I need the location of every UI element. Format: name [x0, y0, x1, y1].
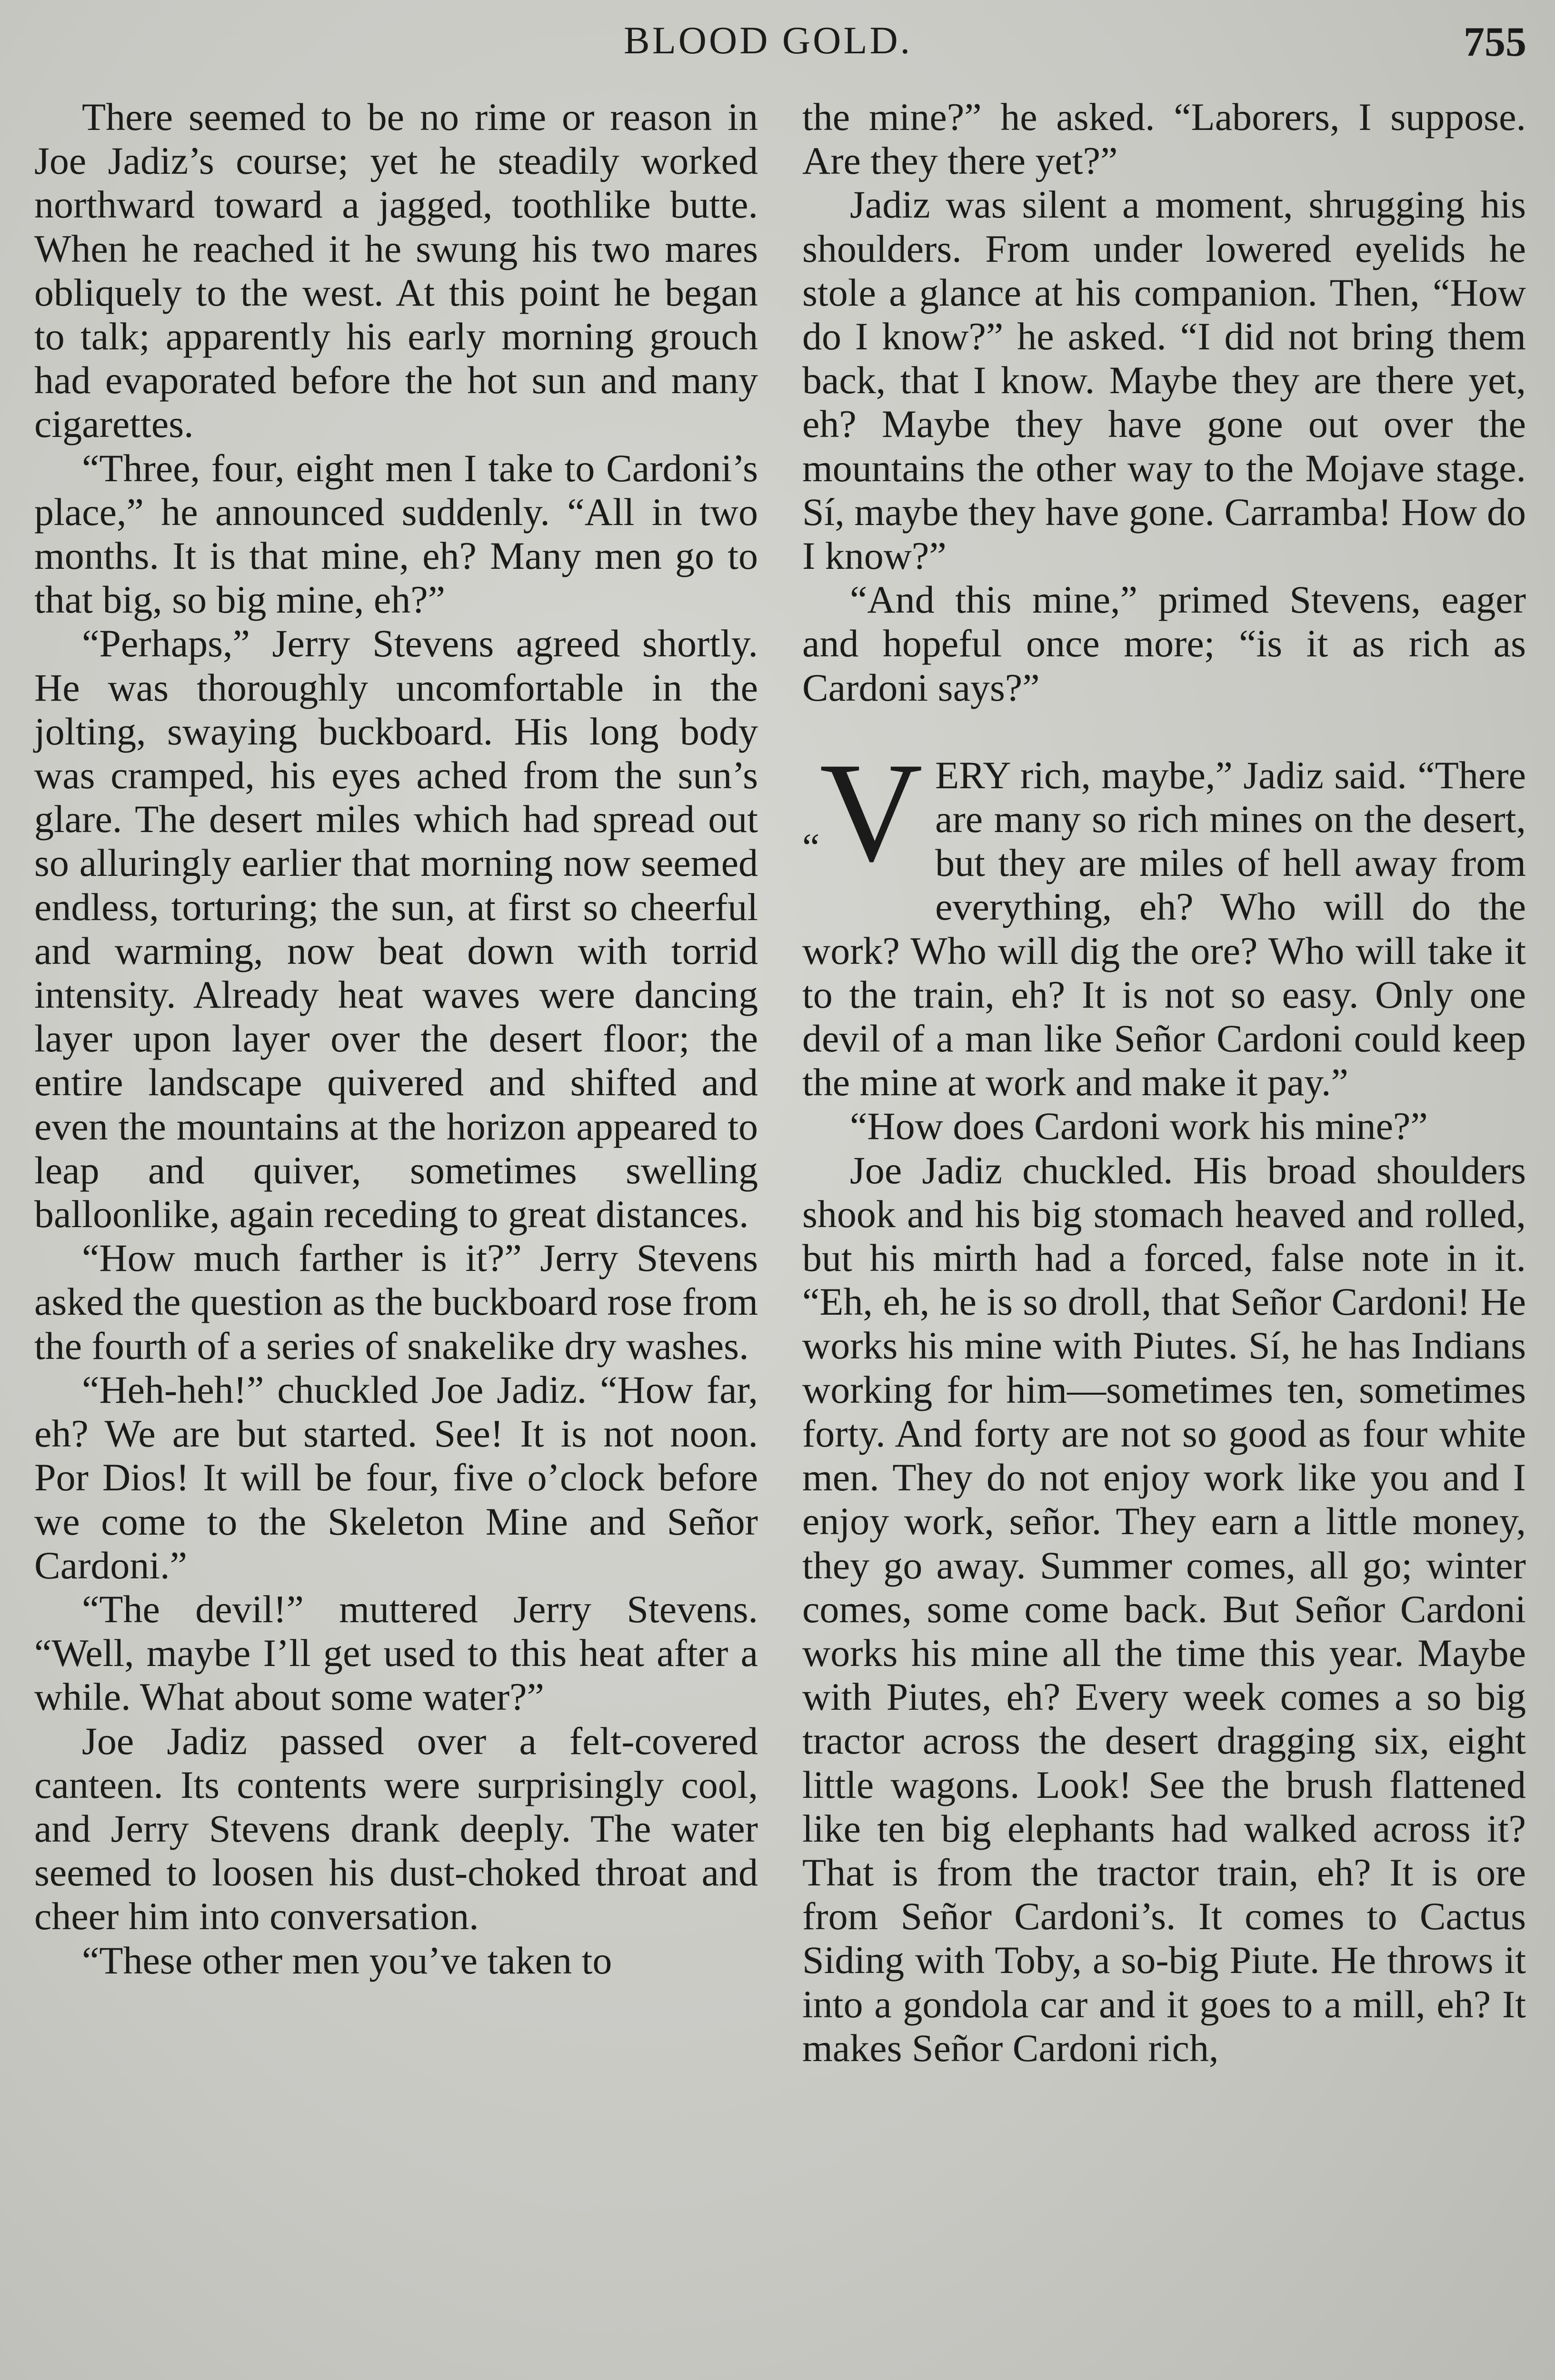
paragraph-continued: the mine?” he asked. “Laborers, I suppose. Are they there yet?”	[802, 95, 1526, 183]
page-header	[0, 14, 1555, 67]
paragraph: “And this mine,” primed Stevens, eager and hopeful once more; “is it as rich as Cardoni says?”	[802, 578, 1526, 709]
running-title: BLOOD GOLD.	[624, 19, 913, 62]
right-column	[802, 95, 1526, 2070]
drop-cap-letter: V	[819, 733, 923, 891]
paragraph: Joe Jadiz passed over a felt-covered canteen. Its contents were surprisingly cool, and Jerry Stevens drank deeply. The water seemed to loosen his dust-choked throat and cheer him into conversation.	[34, 1719, 758, 1938]
paragraph: “How does Cardoni work his mine?”	[850, 1104, 1428, 1148]
open-quote: “	[802, 825, 820, 869]
paragraph: There seemed to be no rime or reason in Joe Jadiz’s course; yet he steadily worked northward toward a jagged, toothlike butte. When he reached it he swung his two mares obliquely to the west. At this point he began to talk; apparently his early morning grouch had evaporated before the hot sun and many cigarettes.	[34, 95, 758, 446]
paragraph: Joe Jadiz chuckled. His broad shoulders shook and his big stomach heaved and rolled, but his mirth had a forced, false note in it. “Eh, eh, he is so droll, that Señor Cardoni! He works his mine with Piutes. Sí, he has Indians working for him—sometimes ten, sometimes forty. And forty are not so good as four white men. They do not enjoy work like you and I enjoy work, señor. They earn a little money, they go away. Summer comes, all go; winter comes, some come back. But Señor Cardoni works his mine all the time this year. Maybe with Piutes, eh? Every week comes a so big tractor across the desert dragging six, eight little wagons. Look! See the brush flattened like ten big elephants had walked across it? That is from the tractor train, eh? It is ore from Señor Cardoni’s. It comes to Cactus Siding with Toby, a so-big Piute. He throws it into a gondola car and it goes to a mill, eh? It makes Señor Cardoni rich,	[802, 1148, 1526, 2070]
paragraph: “How much farther is it?” Jerry Stevens asked the question as the buckboard rose from the fourth of a series of snakelike dry washes.	[34, 1236, 758, 1368]
paragraph: “Heh-heh!” chuckled Joe Jadiz. “How far, eh? We are but started. See! It is not noon. Por Dios! It will be four, five o’clock before we come to the Skeleton Mine and Señor Cardoni.”	[34, 1368, 758, 1587]
paragraph: “Three, four, eight men I take to Cardoni’s place,” he announced suddenly. “All in two months. It is that mine, eh? Many men go to that big, so big mine, eh?”	[34, 446, 758, 622]
dropcap-paragraph	[802, 733, 1526, 1105]
drop-cap	[802, 733, 923, 902]
paragraph: “Perhaps,” Jerry Stevens agreed shortly. He was thoroughly uncomfortable in the jolting, swaying buckboard. His long body was cramped, his eyes ached from the sun’s glare. The desert miles which had spread out so alluringly earlier that morning now seemed endless, torturing; the sun, at first so cheerful and warming, now beat down with torrid intensity. Already heat waves were dancing layer upon layer over the desert floor; the entire landscape quivered and shifted and even the mountains at the horizon appeared to leap and quiver, sometimes swelling balloonlike, again receding to great distances.	[34, 622, 758, 1236]
paragraph: “These other men you’ve taken to	[82, 1938, 612, 1982]
paragraph: Jadiz was silent a moment, shrugging his shoulders. From under lowered eyelids he stole a glance at his companion. Then, “How do I know?” he asked. “I did not bring them back, that I know. Maybe they are there yet, eh? Maybe they have gone out over the mountains the other way to the Mojave stage. Sí, maybe they have gone. Carramba! How do I know?”	[802, 183, 1526, 578]
left-column	[34, 95, 758, 1983]
paragraph: “The devil!” muttered Jerry Stevens. “Well, maybe I’ll get used to this heat after a while. What about some water?”	[34, 1587, 758, 1719]
dropcap-paragraph-text: ERY rich, maybe,” Jadiz said. “There are many so rich mines on the desert, but they are miles of hell away from everything, eh? Who will do the work? Who will dig the ore? Who will take it to the train, eh? It is not so easy. Only one devil of a man like Señor Cardoni could keep the mine at work and make it pay.”	[802, 753, 1526, 1104]
page-number: 755	[1464, 19, 1526, 65]
section-break	[802, 733, 1526, 1105]
